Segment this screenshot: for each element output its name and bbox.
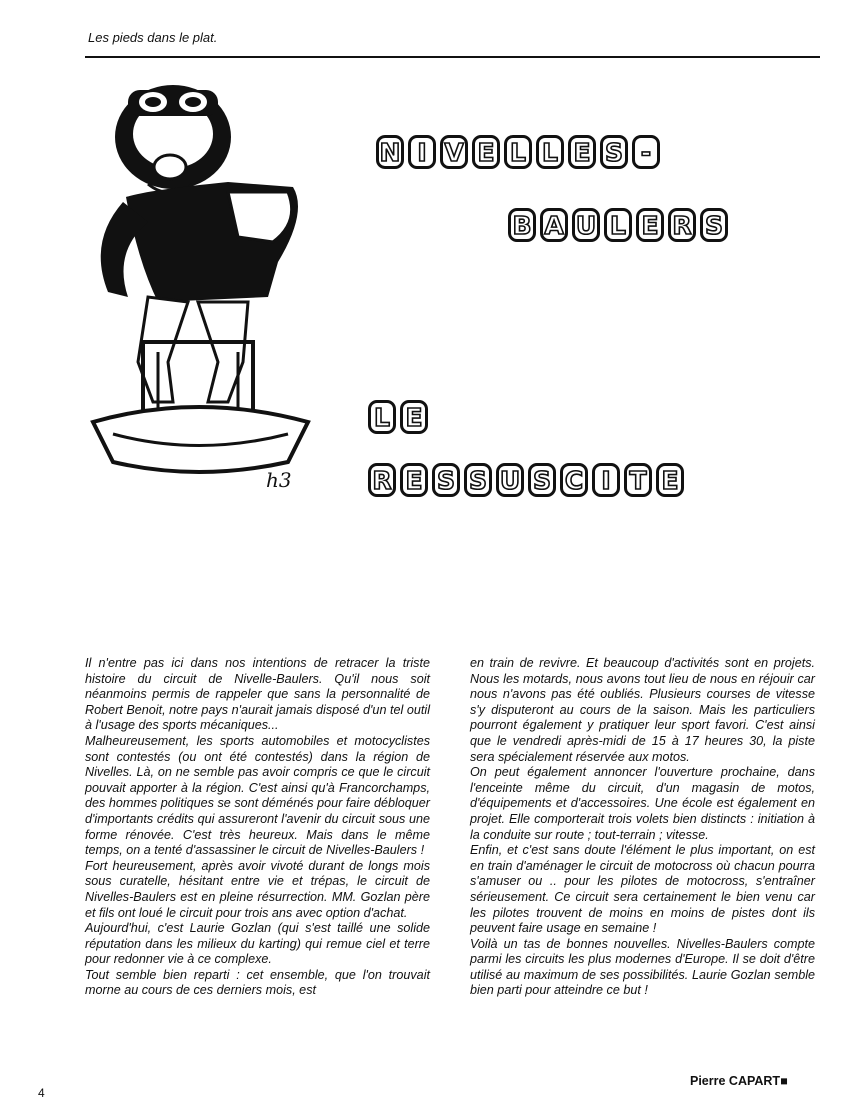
title-letter: E xyxy=(656,463,684,497)
title-letter: S xyxy=(700,208,728,242)
title-letter: U xyxy=(496,463,524,497)
title-letter: - xyxy=(632,135,660,169)
section-label: Les pieds dans le plat. xyxy=(88,30,218,45)
article-paragraph: Voilà un tas de bonnes nouvelles. Nivelles-Baulers compte parmi les circuits les plus modernes d'Europe. Il se doit d'être utilisé au maximum de ses possibilités. Laurie Gozlan semble bien parti pour atteindre ce but ! xyxy=(470,936,815,998)
title-letter: I xyxy=(408,135,436,169)
title-letter: N xyxy=(376,135,404,169)
title-letter: S xyxy=(600,135,628,169)
title-letter: S xyxy=(432,463,460,497)
title-letter: L xyxy=(604,208,632,242)
article-paragraph: Tout semble bien reparti : cet ensemble, que l'on trouvait morne au cours de ces derniers mois, est xyxy=(85,967,430,998)
title-letter: A xyxy=(540,208,568,242)
title-letter: E xyxy=(472,135,500,169)
page-number: 4 xyxy=(38,1086,45,1100)
title-letter: E xyxy=(400,463,428,497)
title-letter: S xyxy=(528,463,556,497)
artist-initials: h3 xyxy=(266,468,292,492)
article-column-left xyxy=(85,656,430,999)
article-paragraph: en train de revivre. Et beaucoup d'activités sont en projets. Nous les motards, nous avons tout lieu de nous en réjouir car nous n'avons pas été oubliés. Plusieurs courses de vitesse s'y disputeront au cours de la saison. Mais les particuliers pourront également y pratiquer leur sport favori. C'est ainsi que le vendredi après-midi de 15 à 17 heures 30, la piste sera spécialement réservée aux motos. xyxy=(470,656,815,764)
title-line-3 xyxy=(368,400,428,434)
article-paragraph: Fort heureusement, après avoir vivoté durant de longs mois sous curatelle, hésitant entre vie et trépas, le circuit de Nivelles-Baulers est en pleine résurrection. MM. Gozlan père et fils ont loué le circuit pour trois ans avec option d'achat. xyxy=(85,858,430,920)
article-paragraph: Aujourd'hui, c'est Laurie Gozlan (qui s'est taillé une solide réputation dans les milieux du karting) qui remue ciel et terre pour redonner vie à ce complexe. xyxy=(85,921,430,967)
title-line-4 xyxy=(368,463,684,497)
title-letter: T xyxy=(624,463,652,497)
article-column-right xyxy=(470,656,815,999)
title-letter: B xyxy=(508,208,536,242)
biker-cartoon-illustration xyxy=(78,62,328,502)
title-letter: L xyxy=(368,400,396,434)
title-letter: R xyxy=(668,208,696,242)
article-paragraph: On peut également annoncer l'ouverture prochaine, dans l'enceinte même du circuit, d'un magasin de motos, d'équipements et d'accessoires. Une école est également en projet. Elle comporterait trois volets bien distincts : initiation à la conduite sur route ; tout-terrain ; vitesse. xyxy=(470,765,815,842)
title-letter: U xyxy=(572,208,600,242)
author-signature: Pierre CAPART■ xyxy=(690,1074,788,1088)
title-letter: C xyxy=(560,463,588,497)
title-letter: L xyxy=(504,135,532,169)
title-letter: E xyxy=(568,135,596,169)
title-letter: S xyxy=(464,463,492,497)
title-letter: L xyxy=(536,135,564,169)
article-paragraph: Il n'entre pas ici dans nos intentions de retracer la triste histoire du circuit de Nivelle-Baulers. Qu'il nous soit néanmoins permis de rappeler que sans la personnalité de Robert Benoit, notre pays n'aurait jamais disposé d'un tel outil à l'usage des sports mécaniques... xyxy=(85,656,430,733)
article-paragraph: Malheureusement, les sports automobiles et motocyclistes sont contestés (ou ont été contestés) dans la région de Nivelles. Là, on ne semble pas avoir compris ce que le circuit pouvait apporter à la région. C'est ainsi qu'à Francorchamps, des hommes politiques se sont déménés pour faire débloquer d'importants crédits qui assureront l'avenir du circuit sous une forme rénovée. C'est très heureux. Mais dans le même temps, on a tenté d'assassiner le circuit de Nivelles-Baulers ! xyxy=(85,733,430,858)
title-letter: V xyxy=(440,135,468,169)
title-letter: I xyxy=(592,463,620,497)
article-paragraph: Enfin, et c'est sans doute l'élément le plus important, on est en train d'aménager le circuit de motocross où chacun pourra s'amuser ou .. pour les pilotes de motocross, s'entraîner sérieusement. Ce circuit sera certainement le bien venu car les pilotes trouvent de moins en moins de pistes dont ils peuvent faire usage en semaine ! xyxy=(470,843,815,936)
title-letter: R xyxy=(368,463,396,497)
top-rule xyxy=(85,56,820,58)
title-letter: E xyxy=(400,400,428,434)
title-line-2 xyxy=(508,208,728,242)
title-line-1 xyxy=(376,135,660,169)
title-letter: E xyxy=(636,208,664,242)
